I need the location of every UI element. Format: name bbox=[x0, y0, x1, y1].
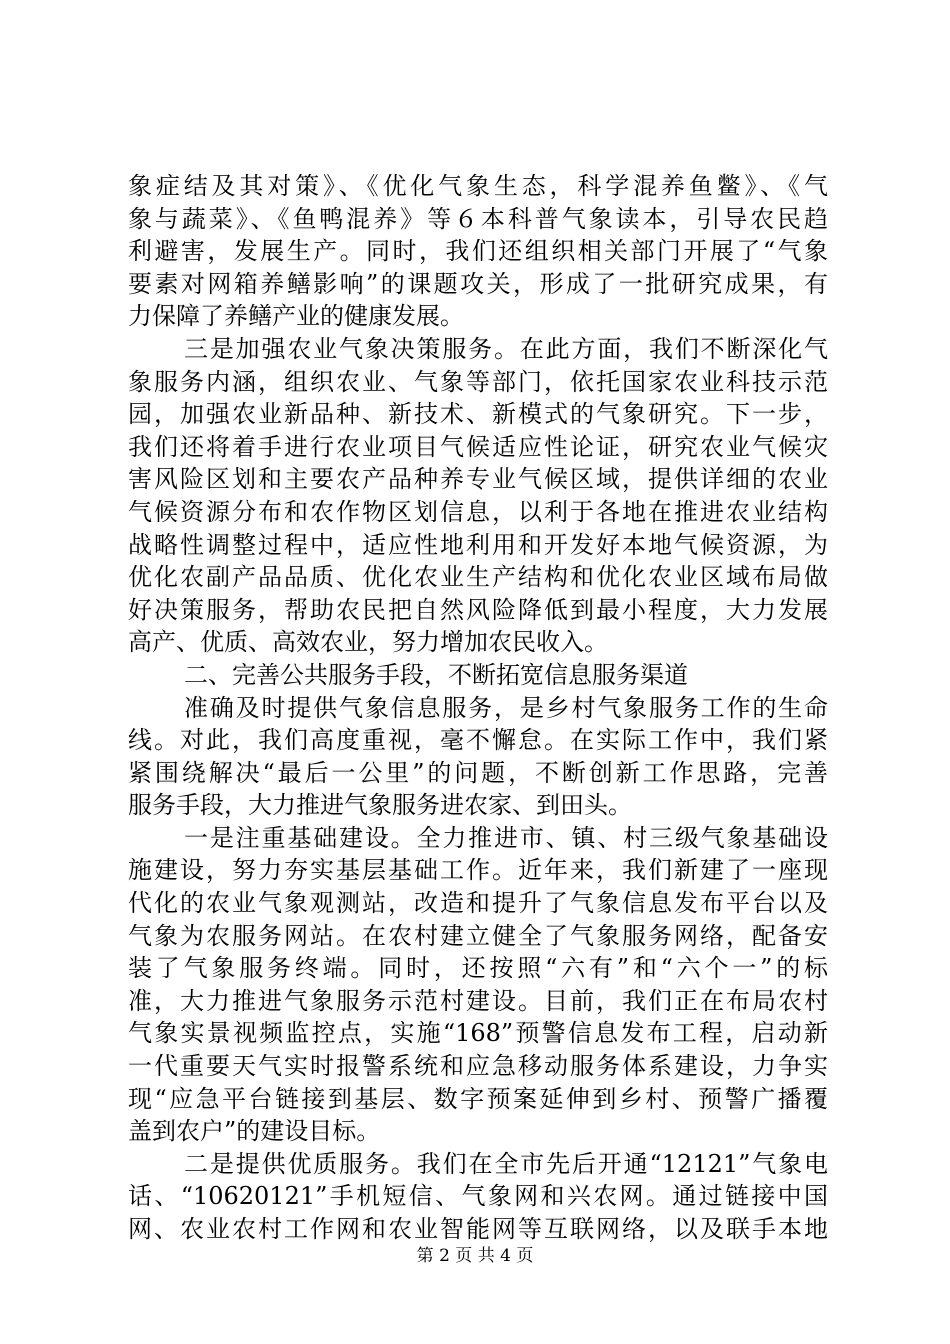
text-line: 现“应急平台链接到基层、数字预案延伸到乡村、预警广播覆 bbox=[128, 1084, 828, 1113]
text-line: 施建设，努力夯实基层基础工作。近年来，我们新建了一座现 bbox=[128, 856, 828, 885]
text-line: 气候资源分布和农作物区划信息，以利于各地在推进农业结构 bbox=[128, 497, 828, 526]
text-line: 象与蔬菜》、《鱼鸭混养》等６本科普气象读本，引导农民趋 bbox=[128, 204, 828, 233]
text-line: 一是注重基础建设。全力推进市、镇、村三级气象基础设 bbox=[184, 823, 828, 852]
text-line: 服务手段，大力推进气象服务进农家、到田头。 bbox=[128, 791, 632, 820]
text-line: 二是提供优质服务。我们在全市先后开通“12121”气象电 bbox=[184, 1149, 828, 1178]
text-line: 线。对此，我们高度重视，毫不懈怠。在实际工作中，我们紧 bbox=[128, 726, 828, 755]
text-line: 好决策服务，帮助农民把自然风险降低到最小程度，大力发展 bbox=[128, 595, 828, 624]
text-line: 代化的农业气象观测站，改造和提升了气象信息发布平台以及 bbox=[128, 889, 828, 918]
text-line: 装了气象服务终端。同时，还按照“六有”和“六个一”的标 bbox=[128, 954, 828, 983]
text-line: 气象实景视频监控点，实施“168”预警信息发布工程，启动新 bbox=[128, 1019, 828, 1048]
text-line: 战略性调整过程中，适应性地利用和开发好本地气候资源，为 bbox=[128, 530, 828, 559]
text-line: 力保障了养鳝产业的健康发展。 bbox=[128, 302, 464, 331]
text-line: 象症结及其对策》、《优化气象生态，科学混养鱼鳖》、《气 bbox=[128, 172, 828, 200]
text-line: 话、“10620121”手机短信、气象网和兴农网。通过链接中国 bbox=[128, 1182, 828, 1211]
page-footer: 第 2 页 共 4 页 bbox=[416, 1246, 534, 1266]
text-line: 优化农副产品品质、优化农业生产结构和优化农业区域布局做 bbox=[128, 563, 828, 592]
text-line: 紧围绕解决“最后一公里”的问题，不断创新工作思路，完善 bbox=[128, 758, 828, 787]
text-line: 高产、优质、高效农业，努力增加农民收入。 bbox=[128, 628, 608, 657]
document-body bbox=[128, 170, 828, 1246]
text-line: 盖到农户”的建设目标。 bbox=[128, 1117, 381, 1146]
text-line: 三是加强农业气象决策服务。在此方面，我们不断深化气 bbox=[184, 334, 828, 363]
text-line: 我们还将着手进行农业项目气候适应性论证，研究农业气候灾 bbox=[128, 432, 828, 461]
text-line: 利避害，发展生产。同时，我们还组织相关部门开展了“气象 bbox=[128, 237, 828, 266]
text-line: 要素对网箱养鳝影响”的课题攻关，形成了一批研究成果，有 bbox=[128, 269, 828, 298]
text-line: 网、农业农村工作网和农业智能网等互联网络，以及联手本地 bbox=[128, 1215, 828, 1243]
text-line: 气象为农服务网站。在农村建立健全了气象服务网络，配备安 bbox=[128, 921, 828, 950]
text-line: 一代重要天气实时报警系统和应急移动服务体系建设，力争实 bbox=[128, 1052, 828, 1081]
text-line: 准确及时提供气象信息服务，是乡村气象服务工作的生命 bbox=[184, 693, 828, 722]
text-line: 园，加强农业新品种、新技术、新模式的气象研究。下一步， bbox=[128, 400, 828, 429]
text-line: 象服务内涵，组织农业、气象等部门，依托国家农业科技示范 bbox=[128, 367, 828, 396]
text-line: 害风险区划和主要农产品种养专业气候区域，提供详细的农业 bbox=[128, 465, 828, 494]
text-line: 二、完善公共服务手段，不断拓宽信息服务渠道 bbox=[184, 660, 688, 689]
text-line: 准，大力推进气象服务示范村建设。目前，我们正在布局农村 bbox=[128, 986, 828, 1015]
